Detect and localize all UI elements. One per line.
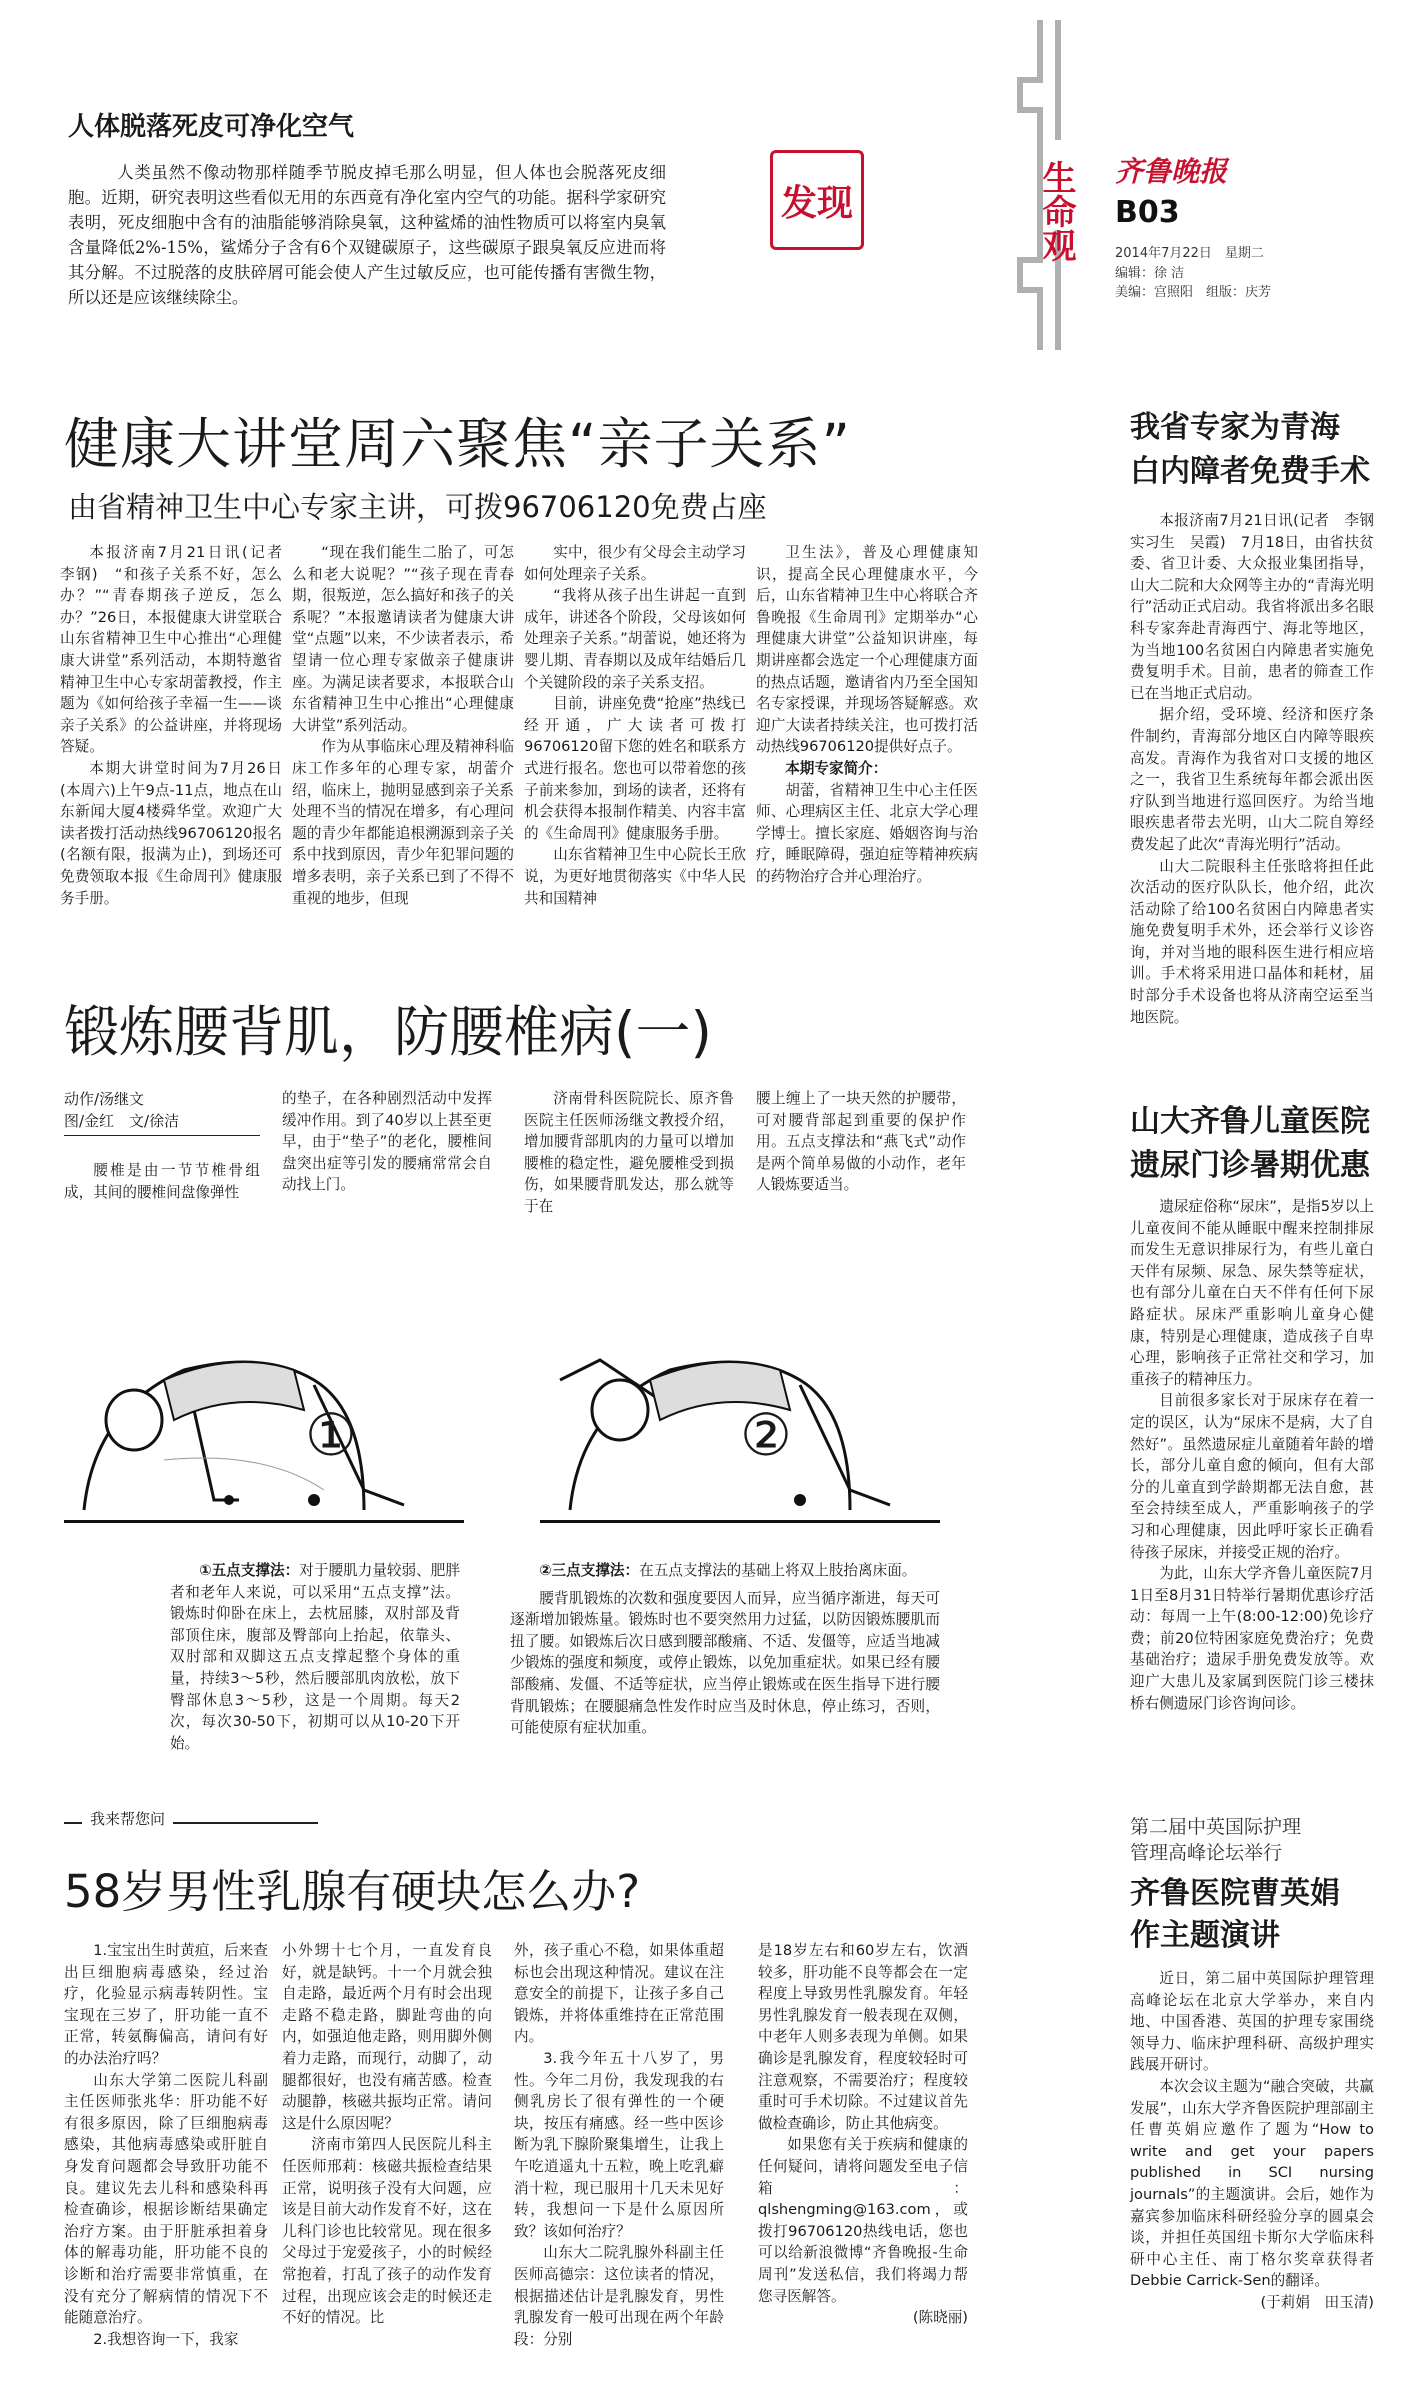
paragraph: 本期专家简介：: [785, 759, 888, 777]
section-title: 生命观: [1036, 160, 1076, 262]
discover-tag: [770, 150, 864, 250]
lecture-col-2: [292, 542, 514, 942]
right-article-2-title-2: 遗尿门诊暑期优惠: [1130, 1148, 1370, 1183]
paragraph: “现在我们能生二胎了，可怎么和老大说呢？”“孩子现在青春期，很叛逆，怎么搞好和孩子的关系呢？”本报邀请读者为健康大讲堂“点题”以来，不少读者表示，希望请一位心理专家做亲子健康讲座。为满足读者要求，本报联合山东省精神卫生中心推出“心理健康大讲堂”系列活动。: [292, 544, 514, 734]
right-article-3-kicker-2: 管理高峰论坛举行: [1130, 1842, 1283, 1864]
discover-tag-text: 发现: [780, 182, 853, 224]
caption-note: 腰背肌锻炼的次数和强度要因人而异，应当循序渐进，每天可逐渐增加锻炼量。锻炼时也不要突然用力过猛，以防因锻炼腰肌而扭了腰。如锻炼后次日感到腰部酸痛、不适、发僵等，应适当地减少锻炼的强度和频度，或停止锻炼，以免加重症状。如果已经有腰部酸痛、发僵、不适等症状，应当停止锻炼或在医生指导下进行腰背肌锻炼；在腰腿痛急性发作时应当及时休息，停止练习，否则，可能使原有症状加重。: [510, 1589, 940, 1737]
right-article-1-title-2: 白内障者免费手术: [1130, 454, 1370, 489]
lecture-title: 健康大讲堂周六聚焦“亲子关系”: [64, 412, 851, 476]
caption-body: 对于腰肌力量较弱、肥胖者和老年人来说，可以采用“五点支撑”法。锻炼时仰卧在床上，去枕屈膝，双肘部及背部顶住床，腹部及臀部向上抬起，依靠头、双肘部和双脚这五点支撑起整个身体的重量，持续3～5秒，然后腰部肌肉放松，放下臀部休息3～5秒，这是一个周期。每天2次，每次30-50下，初期可以从10-20下开始。: [170, 1562, 460, 1752]
exercise-col-3: [524, 1088, 734, 1268]
top-article-body: 人类虽然不像动物那样随季节脱皮掉毛那么明显，但人体也会脱落死皮细胞。近期，研究表明这些看似无用的东西竟有净化室内空气的功能。据科学家研究表明，死皮细胞中含有的油脂能够消除臭氧，这种鲨烯的油性物质可以将室内臭氧含量降低2%-15%，鲨烯分子含有6个双键碳原子，这些碳原子跟臭氧反应进而将其分解。不过脱落的皮肤碎屑可能会使人产生过敏反应，也可能传播有害微生物，所以还是应该继续除尘。: [68, 163, 666, 307]
paragraph: 目前，讲座免费“抢座”热线已经开通，广大读者可拨打96706120留下您的姓名和联系方式进行报名。您也可以带着您的孩子前来参加，到场的读者，还将有机会获得本报制作精美、内容丰富的《生命周刊》健康服务手册。: [524, 695, 746, 842]
top-article-title: 人体脱落死皮可净化空气: [68, 112, 355, 142]
paragraph: 外，孩子重心不稳，如果体重超标也会出现这种情况。建议在注意安全的前提下，让孩子多自己锻炼，并将体重维持在正常范围内。: [514, 1942, 724, 2046]
paragraph: 据介绍，受环境、经济和医疗条件制约，青海部分地区白内障等眼疾高发。青海作为我省对口支援的地区之一，我省卫生系统每年都会派出医疗队到当地进行巡回医疗。为给当地眼疾患者带去光明，山大二院自筹经费发起了此次“青海光明行”活动。: [1130, 706, 1374, 853]
paragraph: 本期大讲堂时间为7月26日(本周六)上午9点-11点，地点在山东新闻大厦4楼舜华堂。欢迎广大读者拨打活动热线96706120报名(名额有限，报满为止)，到场还可免费领取本报《生命周刊》健康服务手册。: [60, 759, 282, 907]
paragraph: 济南市第四人民医院儿科主任医师邢莉：核磁共振检查结果正常，说明孩子没有大问题，应该是目前大动作发育不好，这在儿科门诊也比较常见。现在很多父母过于宠爱孩子，小的时候经常抱着，打乱了孩子的动作发育过程，出现应该会走的时候还走不好的情况。比: [282, 2136, 492, 2327]
paragraph: 山大二院眼科主任张晗将担任此次活动的医疗队队长，他介绍，此次活动除了给100名贫困白内障患者实施免费复明手术外，还会举行义诊咨询，并对当地的眼科医生进行相应培训。手术将采用进口晶体和耗材，届时部分手术设备也将从济南空运至当地医院。: [1130, 857, 1374, 1026]
editor-credit: 编辑：徐 洁: [1115, 266, 1185, 281]
paragraph: 作为从事临床心理及精神科临床工作多年的心理专家，胡蕾介绍，临床上，抛明显感到亲子关系处理不当的情况在增多，有心理问题的青少年都能追根溯源到亲子关系中找到原因，青少年犯罪问题的增多表明，亲子关系已到了不得不重视的地步，但现: [292, 738, 514, 907]
exercise-title: 锻炼腰背肌，防腰椎病(一): [64, 1000, 712, 1064]
lecture-col-4: [756, 542, 978, 942]
paragraph: 本报济南7月21日讯(记者 李钢) “和孩子关系不好，怎么办？”“青春期孩子逆反，怎么办？”26日，本报健康大讲堂联合山东省精神卫生中心推出“心理健康大讲堂”系列活动，本期特邀省精神卫生中心专家胡蕾教授，作主题为《如何给孩子幸福一生——谈亲子关系》的公益讲座，并将现场答疑。: [60, 544, 297, 756]
paragraph: “我将从孩子出生讲起一直到成年，讲述各个阶段，父母该如何处理亲子关系。”胡蕾说，她还将为婴儿期、青春期以及成年结婚后几个关键阶段的亲子关系支招。: [524, 587, 746, 691]
right-article-1-body: [1130, 510, 1389, 1070]
paragraph: 本次会议主题为“融合突破，共赢发展”，山东大学齐鲁医院护理部副主任曹英娟应邀作了题为“How to write and get your papers published in SCI nursing journals”的主题演讲。会后，她作为嘉宾参加临床科研经验分享的圆桌会谈，并担任英国纽卡斯尔大学临床科研中心主任、南丁格尔奖章获得者Debbie Carrick-Sen的翻译。: [1130, 2077, 1374, 2290]
paragraph: 胡蕾，省精神卫生中心主任医师、心理病区主任、北京大学心理学博士。擅长家庭、婚姻咨询与治疗，睡眠障碍，强迫症等精神疾病的药物治疗合并心理治疗。: [756, 781, 978, 885]
paragraph: 山东大二院乳腺外科副主任医师高德宗：这位读者的情况，根据描述估计是乳腺发育，男性乳腺发育一般可出现在两个年龄段：分别: [514, 2244, 724, 2348]
paragraph: 1.宝宝出生时黄疸，后来查出巨细胞病毒感染，经过治疗，化验显示病毒转阴性。宝宝现在三岁了，肝功能一直不正常，转氨酶偏高，请问有好的办法治疗吗？: [64, 1942, 268, 2067]
paragraph: 3.我今年五十八岁了，男性。今年二月份，我发现我的右侧乳房长了很有弹性的一个硬块，按压有痛感。经一些中医诊断为乳下腺阶聚集增生，让我上午吃逍遥丸十五粒，晚上吃乳癖消十粒，现已服用十几天未见好转，我想问一下是什么原因所致？该如何治疗？: [514, 2049, 724, 2240]
caption-head: ②三点支撑法：: [539, 1562, 640, 1579]
paragraph: 小外甥十七个月，一直发育良好，就是缺钙。十一个月就会独自走路，最近两个月有时会出现走路不稳走路，脚趾弯曲的向内，如强迫他走路，则用脚外侧着力走路，而现行，动脚了，动腿都很好，也没有痛苦感。检查动腿静，核磁共振均正常。请问这是什么原因呢？: [282, 1942, 492, 2132]
paragraph: 济南骨科医院院长、原齐鲁医院主任医师汤继文教授介绍，增加腰背部肌肉的力量可以增加腰椎的稳定性，避免腰椎受到损伤，如果腰背肌发达，那么就等于在: [524, 1090, 734, 1215]
right-article-2-title-1: 山大齐鲁儿童医院: [1130, 1104, 1370, 1139]
qa-col-2: [282, 1940, 492, 2360]
paragraph: 目前很多家长对于尿床存在着一定的误区，认为“尿床不是病，大了自然好”。虽然遗尿症儿童随着年龄的增长，部分儿童自愈的倾向，但有大部分的儿童直到学龄期都无法自愈，甚至会持续至成人，严重影响孩子的学习和心理健康，因此呼吁家长正确看待孩子尿床，并接受正规的治疗。: [1130, 1392, 1374, 1561]
paragraph: 如果您有关于疾病和健康的任何疑问，请将问题发至电子信箱：qlshengming@163.com，或拨打96706120热线电话，您也可以给新浪微博“齐鲁晚报-生命周刊”发送私信，我们将竭力帮您寻医解答。: [758, 2136, 968, 2305]
qa-tag: 我来帮您问: [82, 1808, 173, 1829]
three-point-pose-illustration: [540, 1260, 940, 1520]
right-article-3-body: [1130, 1968, 1374, 2368]
qa-col-4: [758, 1940, 968, 2360]
paragraph: 山东大学第二医院儿科副主任医师张兆华：肝功能不好有很多原因，除了巨细胞病毒感染，其他病毒感染或肝脏自身发育问题都会导致肝功能不良。建议先去儿科和感染科再检查确诊，根据诊断结果确定治疗方案。由于肝脏承担着身体的解毒功能，肝功能不良的诊断和治疗需要非常慎重，在没有充分了解病情的情况下不能随意治疗。: [64, 2071, 268, 2327]
design-credit: 美编：宫照阳 组版：庆芳: [1115, 285, 1272, 300]
lecture-col-3: [524, 542, 746, 942]
paragraph: 卫生法》，普及心理健康知识，提高全民心理健康水平，今后，山东省精神卫生中心将联合齐鲁晚报《生命周刊》定期举办“心理健康大讲堂”公益知识讲座，每期讲座都会选定一个心理健康方面的热点话题，邀请省内乃至全国知名专家授课，并现场答疑解惑。欢迎广大读者持续关注，也可拨打活动热线96706120提供好点子。: [756, 544, 978, 756]
paper-logo: 齐鲁晚报: [1115, 155, 1228, 188]
exercise-col-4: [756, 1088, 966, 1268]
divider: [64, 1135, 260, 1136]
lecture-subtitle: 由省精神卫生中心专家主讲，可拨96706120免费占座: [68, 490, 767, 524]
exercise-figure-1: [64, 1260, 464, 1523]
right-article-1-title-1: 我省专家为青海: [1130, 410, 1340, 445]
paragraph: 近日，第二届中英国际护理管理高峰论坛在北京大学举办，来自内地、中国香港、英国的护理专家围绕领导力、临床护理科研、高级护理实践展开研讨。: [1130, 1970, 1374, 2074]
issue-date: 2014年7月22日 星期二: [1115, 246, 1264, 261]
lecture-col-1: [60, 542, 297, 942]
byline: (陈晓丽): [912, 2309, 968, 2327]
caption-head: ①五点支撑法：: [199, 1562, 300, 1579]
figure-1-caption: [170, 1560, 460, 1800]
paragraph: 是18岁左右和60岁左右，饮酒较多，肝功能不良等都会在一定程度上导致男性乳腺发育。年轻男性乳腺发育一般表现在双侧，中老年人则多表现为单侧。如果确诊是乳腺发育，程度较轻时可注意观察，不需要治疗；程度较重时可手术切除。不过建议首先做检查确诊，防止其他病变。: [758, 1942, 968, 2132]
exercise-figure-2: [540, 1260, 940, 1523]
right-article-3-title-1: 齐鲁医院曹英娟: [1130, 1876, 1340, 1911]
paragraph: 腰椎是由一节节椎骨组成，其间的腰椎间盘像弹性: [64, 1162, 260, 1201]
paragraph: 为此，山东大学齐鲁儿童医院7月1日至8月31日特举行暑期优惠诊疗活动：每周一上午(8:00-12:00)免诊疗费；前20位特困家庭免费治疗；免费基础治疗；遗尿手册免费发放等。欢迎广大患儿及家属到医院门诊三楼抹桥右侧遗尿门诊咨询问诊。: [1130, 1565, 1374, 1712]
paragraph: 实中，很少有父母会主动学习如何处理亲子关系。: [524, 544, 746, 583]
qa-col-1: [64, 1940, 268, 2360]
paragraph: 遗尿症俗称“尿床”，是指5岁以上儿童夜间不能从睡眠中醒来控制排尿而发生无意识排尿行为，有些儿童白天伴有尿频、尿急、尿失禁等症状，也有部分儿童在白天不伴有任何下尿路症状。尿床严重影响儿童身心健康，特别是心理健康，造成孩子自卑心理，影响孩子正常社交和学习，加重孩子的精神压力。: [1130, 1198, 1374, 1388]
caption-text: [170, 1560, 460, 1754]
right-article-3-title-2: 作主题演讲: [1130, 1918, 1280, 1953]
page-number: B03: [1115, 195, 1180, 230]
paragraph: 山东省精神卫生中心院长王欣说，为更好地贯彻落实《中华人民共和国精神: [524, 846, 746, 907]
qa-title: 58岁男性乳腺有硬块怎么办?: [64, 1865, 641, 1918]
figure-1-label: ①: [305, 1401, 357, 1469]
caption-body: 在五点支撑法的基础上将双上肢抬离床面。: [639, 1562, 917, 1579]
figure-2-label: ②: [740, 1401, 792, 1469]
caption-text: [510, 1560, 940, 1582]
right-article-2-body: [1130, 1196, 1374, 1766]
paragraph: 的垫子，在各种剧烈活动中发挥缓冲作用。到了40岁以上甚至更早，由于“垫子”的老化，腰椎间盘突出症等引发的腰痛常常会自动找上门。: [282, 1090, 492, 1194]
figure-2-caption: [510, 1560, 940, 1820]
exercise-credit-2: 图/金红 文/徐洁: [64, 1112, 180, 1130]
paragraph: 腰上缠上了一块天然的护腰带，可对腰背部起到重要的保护作用。五点支撑法和“燕飞式”动作是两个简单易做的小动作，老年人锻炼要适当。: [756, 1090, 966, 1194]
exercise-col-1: [64, 1160, 260, 1270]
exercise-col-2: [282, 1088, 492, 1268]
bridge-pose-illustration: [64, 1260, 464, 1520]
paragraph: 本报济南7月21日讯(记者 李钢 实习生 吴霞) 7月18日，由省扶贫委、省卫计委、大众报业集团指导，山大二院和大众网等主办的“青海光明行”活动正式启动。我省将派出多名眼科专家奔赴青海西宁、海北等地区，为当地100名贫困白内障患者实施免费复明手术。目前，患者的筛查工作已在当地正式启动。: [1130, 512, 1389, 702]
paragraph: 2.我想咨询一下，我家: [93, 2330, 239, 2348]
byline: (于莉娟 田玉清): [1260, 2293, 1374, 2311]
qa-col-3: [514, 1940, 724, 2360]
right-article-3-kicker-1: 第二届中英国际护理: [1130, 1816, 1302, 1838]
exercise-credit-1: 动作/汤继文: [64, 1090, 145, 1108]
